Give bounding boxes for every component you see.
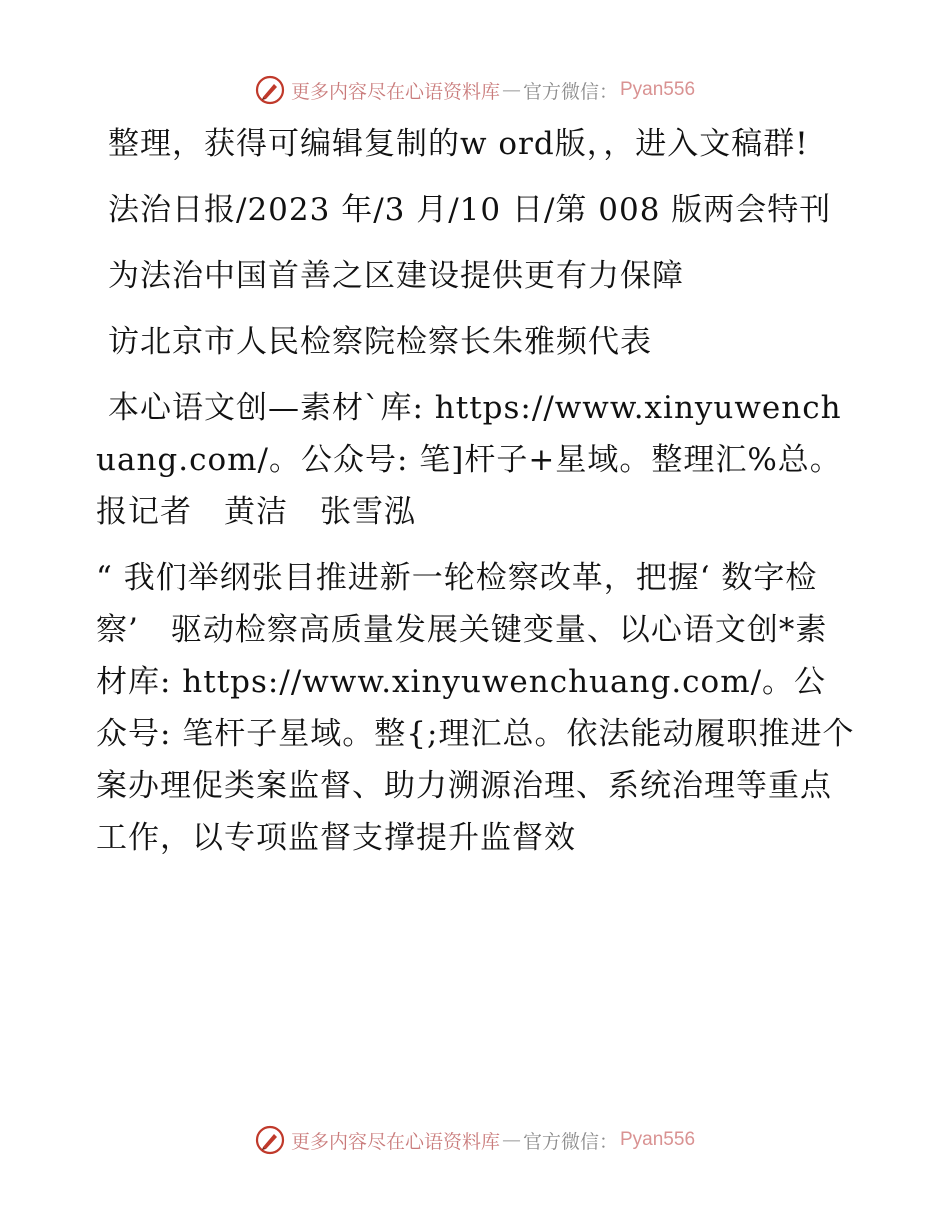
footer-watermark [0,1120,950,1160]
watermark-site-text: 更多内容尽在心语资料库 [290,1130,500,1153]
watermark-separator: — [501,79,521,101]
watermark-label: 官方微信： [522,80,618,103]
paragraph-intro: 整理，获得可编辑复制的w ord版，，进入文稿群! [108,126,809,162]
watermark-handle: Pyan556 [620,1129,696,1150]
paragraph-source: 法治日报/2023 年/3 月/10 日/第 008 版两会特刊 [108,192,832,228]
watermark-site-text: 更多内容尽在心语资料库 [290,80,500,103]
paragraph-quote: “ 我们举纲张目推进新一轮检察改革，把握‘ 数字检察’ 驱动检察高质量发展关键变量、以心语文创*素材库: https://www.xinyuwenchuang.com/。公众号: 笔杆子星域。整{;理汇总。依法能动履职推进个案办理促类案监督、助力溯源治理、系统治理等重点工作，以专项监督支撑提升监督效 [96,560,855,856]
watermark-separator: — [501,1129,521,1151]
pen-logo-icon [255,75,285,105]
watermark-handle: Pyan556 [620,79,696,100]
paragraph-byline: 本心语文创—素材`库: https://www.xinyuwenchuang.com/。公众号: 笔]杆子+星域。整理汇%总。报记者 黄洁 张雪泓 [96,390,842,530]
watermark-label: 官方微信： [522,1130,618,1153]
paragraph-subheadline: 访北京市人民检察院检察长朱雅频代表 [108,324,652,360]
paragraph-headline: 为法治中国首善之区建设提供更有力保障 [108,258,684,294]
header-watermark [0,70,950,110]
document-body [96,118,856,878]
pen-logo-icon [255,1125,285,1155]
